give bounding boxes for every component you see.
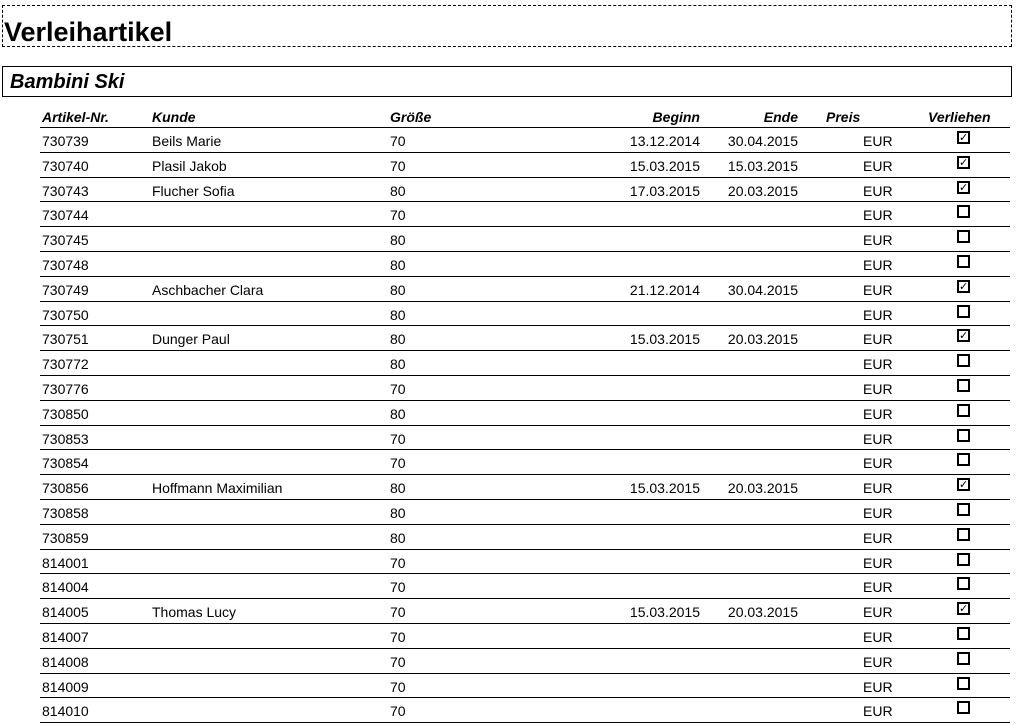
cell-kunde: Hoffmann Maximilian <box>152 480 283 497</box>
cell-beginn: 15.03.2015 <box>629 480 700 497</box>
cell-groesse: 80 <box>390 504 406 521</box>
cell-preis: EUR <box>863 455 893 472</box>
cell-kunde: Beils Marie <box>152 133 222 149</box>
table-row <box>40 574 1010 599</box>
cell-artikel-nr: 730772 <box>42 356 89 373</box>
cell-artikel-nr: 730748 <box>42 256 89 273</box>
cell-artikel-nr: 814007 <box>42 628 89 645</box>
cell-groesse: 70 <box>390 157 406 174</box>
cell-artikel-nr: 730740 <box>42 157 89 174</box>
cell-artikel-nr: 730743 <box>42 182 89 199</box>
table-row <box>40 550 1010 575</box>
table-row <box>40 277 1010 302</box>
cell-groesse: 80 <box>390 331 406 348</box>
cell-preis: EUR <box>863 504 893 521</box>
cell-kunde: Flucher Sofia <box>152 182 235 199</box>
cell-artikel-nr: 730749 <box>42 281 89 298</box>
cell-preis: EUR <box>863 405 893 422</box>
table-row <box>40 674 1010 699</box>
cell-ende: 30.04.2015 <box>727 281 798 298</box>
cell-artikel-nr: 814010 <box>42 703 89 720</box>
checkbox-unchecked-icon[interactable] <box>957 404 970 417</box>
cell-groesse: 70 <box>390 554 406 571</box>
header-artikel-nr: Artikel-Nr. <box>42 109 109 125</box>
cell-artikel-nr: 730750 <box>42 306 89 323</box>
cell-preis: EUR <box>863 182 893 199</box>
cell-groesse: 70 <box>390 380 406 397</box>
group-header <box>2 66 1012 97</box>
cell-preis: EUR <box>863 331 893 348</box>
cell-preis: EUR <box>863 653 893 670</box>
cell-artikel-nr: 730745 <box>42 232 89 249</box>
table-row <box>40 128 1010 153</box>
checkbox-unchecked-icon[interactable] <box>957 305 970 318</box>
cell-groesse: 70 <box>390 678 406 695</box>
checkbox-unchecked-icon[interactable] <box>957 677 970 690</box>
rental-table <box>40 104 1010 723</box>
cell-groesse: 70 <box>390 628 406 645</box>
table-row <box>40 153 1010 178</box>
cell-preis: EUR <box>863 232 893 249</box>
table-row <box>40 401 1010 426</box>
cell-artikel-nr: 814004 <box>42 579 89 596</box>
cell-artikel-nr: 730776 <box>42 380 89 397</box>
cell-groesse: 80 <box>390 281 406 298</box>
header-groesse: Größe <box>390 109 432 125</box>
checkbox-unchecked-icon[interactable] <box>957 255 970 268</box>
cell-beginn: 13.12.2014 <box>629 133 700 149</box>
checkbox-unchecked-icon[interactable] <box>957 503 970 516</box>
table-row <box>40 178 1010 203</box>
checkbox-checked-icon[interactable] <box>957 181 970 194</box>
report-title: Verleihartikel <box>4 17 173 47</box>
cell-kunde: Plasil Jakob <box>152 157 227 174</box>
checkbox-unchecked-icon[interactable] <box>957 354 970 367</box>
cell-artikel-nr: 814009 <box>42 678 89 695</box>
header-kunde: Kunde <box>152 109 196 125</box>
cell-groesse: 80 <box>390 182 406 199</box>
cell-artikel-nr: 730858 <box>42 504 89 521</box>
cell-groesse: 70 <box>390 430 406 447</box>
cell-beginn: 15.03.2015 <box>629 604 700 621</box>
checkbox-unchecked-icon[interactable] <box>957 379 970 392</box>
cell-preis: EUR <box>863 628 893 645</box>
cell-beginn: 15.03.2015 <box>629 157 700 174</box>
cell-ende: 20.03.2015 <box>727 182 798 199</box>
cell-groesse: 80 <box>390 529 406 546</box>
table-row <box>40 202 1010 227</box>
cell-beginn: 21.12.2014 <box>629 281 700 298</box>
cell-groesse: 80 <box>390 356 406 373</box>
cell-artikel-nr: 730856 <box>42 480 89 497</box>
cell-groesse: 80 <box>390 232 406 249</box>
report-title-box <box>2 5 1012 47</box>
table-row <box>40 426 1010 451</box>
checkbox-checked-icon[interactable] <box>957 329 970 342</box>
cell-groesse: 70 <box>390 653 406 670</box>
table-row <box>40 227 1010 252</box>
cell-preis: EUR <box>863 554 893 571</box>
cell-preis: EUR <box>863 380 893 397</box>
cell-groesse: 80 <box>390 405 406 422</box>
header-verliehen: Verliehen <box>928 109 991 125</box>
cell-groesse: 70 <box>390 579 406 596</box>
group-title: Bambini Ski <box>10 71 125 93</box>
cell-preis: EUR <box>863 306 893 323</box>
cell-kunde: Aschbacher Clara <box>152 281 264 298</box>
cell-artikel-nr: 730739 <box>42 133 89 149</box>
table-row <box>40 500 1010 525</box>
cell-preis: EUR <box>863 207 893 224</box>
cell-preis: EUR <box>863 281 893 298</box>
cell-artikel-nr: 814005 <box>42 604 89 621</box>
table-row <box>40 450 1010 475</box>
cell-groesse: 80 <box>390 256 406 273</box>
cell-artikel-nr: 730744 <box>42 207 89 224</box>
cell-artikel-nr: 730853 <box>42 430 89 447</box>
cell-artikel-nr: 814008 <box>42 653 89 670</box>
table-header-row <box>40 104 1010 128</box>
cell-preis: EUR <box>863 579 893 596</box>
table-row <box>40 351 1010 376</box>
table-row <box>40 302 1010 327</box>
cell-artikel-nr: 814001 <box>42 554 89 571</box>
cell-beginn: 15.03.2015 <box>629 331 700 348</box>
table-row <box>40 624 1010 649</box>
table-row <box>40 525 1010 550</box>
checkbox-checked-icon[interactable] <box>957 131 970 144</box>
checkbox-checked-icon[interactable] <box>957 602 970 615</box>
checkbox-unchecked-icon[interactable] <box>957 205 970 218</box>
checkbox-checked-icon[interactable] <box>957 478 970 491</box>
cell-preis: EUR <box>863 356 893 373</box>
cell-groesse: 70 <box>390 207 406 224</box>
checkbox-checked-icon[interactable] <box>957 280 970 293</box>
table-row <box>40 698 1010 723</box>
cell-preis: EUR <box>863 256 893 273</box>
cell-groesse: 70 <box>390 455 406 472</box>
cell-preis: EUR <box>863 480 893 497</box>
cell-preis: EUR <box>863 604 893 621</box>
cell-artikel-nr: 730751 <box>42 331 89 348</box>
cell-preis: EUR <box>863 703 893 720</box>
header-preis: Preis <box>826 109 861 125</box>
checkbox-unchecked-icon[interactable] <box>957 230 970 243</box>
cell-preis: EUR <box>863 529 893 546</box>
cell-ende: 20.03.2015 <box>727 480 798 497</box>
checkbox-checked-icon[interactable] <box>957 156 970 169</box>
table-row <box>40 252 1010 277</box>
table-body <box>40 128 1010 723</box>
cell-kunde: Thomas Lucy <box>152 604 237 621</box>
checkbox-unchecked-icon[interactable] <box>957 627 970 640</box>
cell-ende: 30.04.2015 <box>727 133 798 149</box>
cell-artikel-nr: 730850 <box>42 405 89 422</box>
table-row <box>40 599 1010 624</box>
checkbox-unchecked-icon[interactable] <box>957 652 970 665</box>
table-row <box>40 475 1010 500</box>
header-beginn: Beginn <box>652 109 700 125</box>
cell-groesse: 70 <box>390 703 406 720</box>
header-ende: Ende <box>763 109 798 125</box>
cell-groesse: 70 <box>390 133 406 149</box>
checkbox-unchecked-icon[interactable] <box>957 577 970 590</box>
table-row <box>40 376 1010 401</box>
cell-preis: EUR <box>863 430 893 447</box>
cell-kunde: Dunger Paul <box>152 331 230 348</box>
cell-preis: EUR <box>863 133 893 149</box>
cell-artikel-nr: 730859 <box>42 529 89 546</box>
cell-groesse: 80 <box>390 480 406 497</box>
cell-groesse: 80 <box>390 306 406 323</box>
checkbox-unchecked-icon[interactable] <box>957 553 970 566</box>
cell-ende: 20.03.2015 <box>727 604 798 621</box>
checkbox-unchecked-icon[interactable] <box>957 528 970 541</box>
table-row <box>40 326 1010 351</box>
cell-preis: EUR <box>863 678 893 695</box>
cell-preis: EUR <box>863 157 893 174</box>
checkbox-unchecked-icon[interactable] <box>957 701 970 714</box>
cell-beginn: 17.03.2015 <box>629 182 700 199</box>
cell-ende: 15.03.2015 <box>727 157 798 174</box>
cell-groesse: 70 <box>390 604 406 621</box>
cell-artikel-nr: 730854 <box>42 455 89 472</box>
cell-ende: 20.03.2015 <box>727 331 798 348</box>
checkbox-unchecked-icon[interactable] <box>957 429 970 442</box>
table-row <box>40 649 1010 674</box>
checkbox-unchecked-icon[interactable] <box>957 453 970 466</box>
